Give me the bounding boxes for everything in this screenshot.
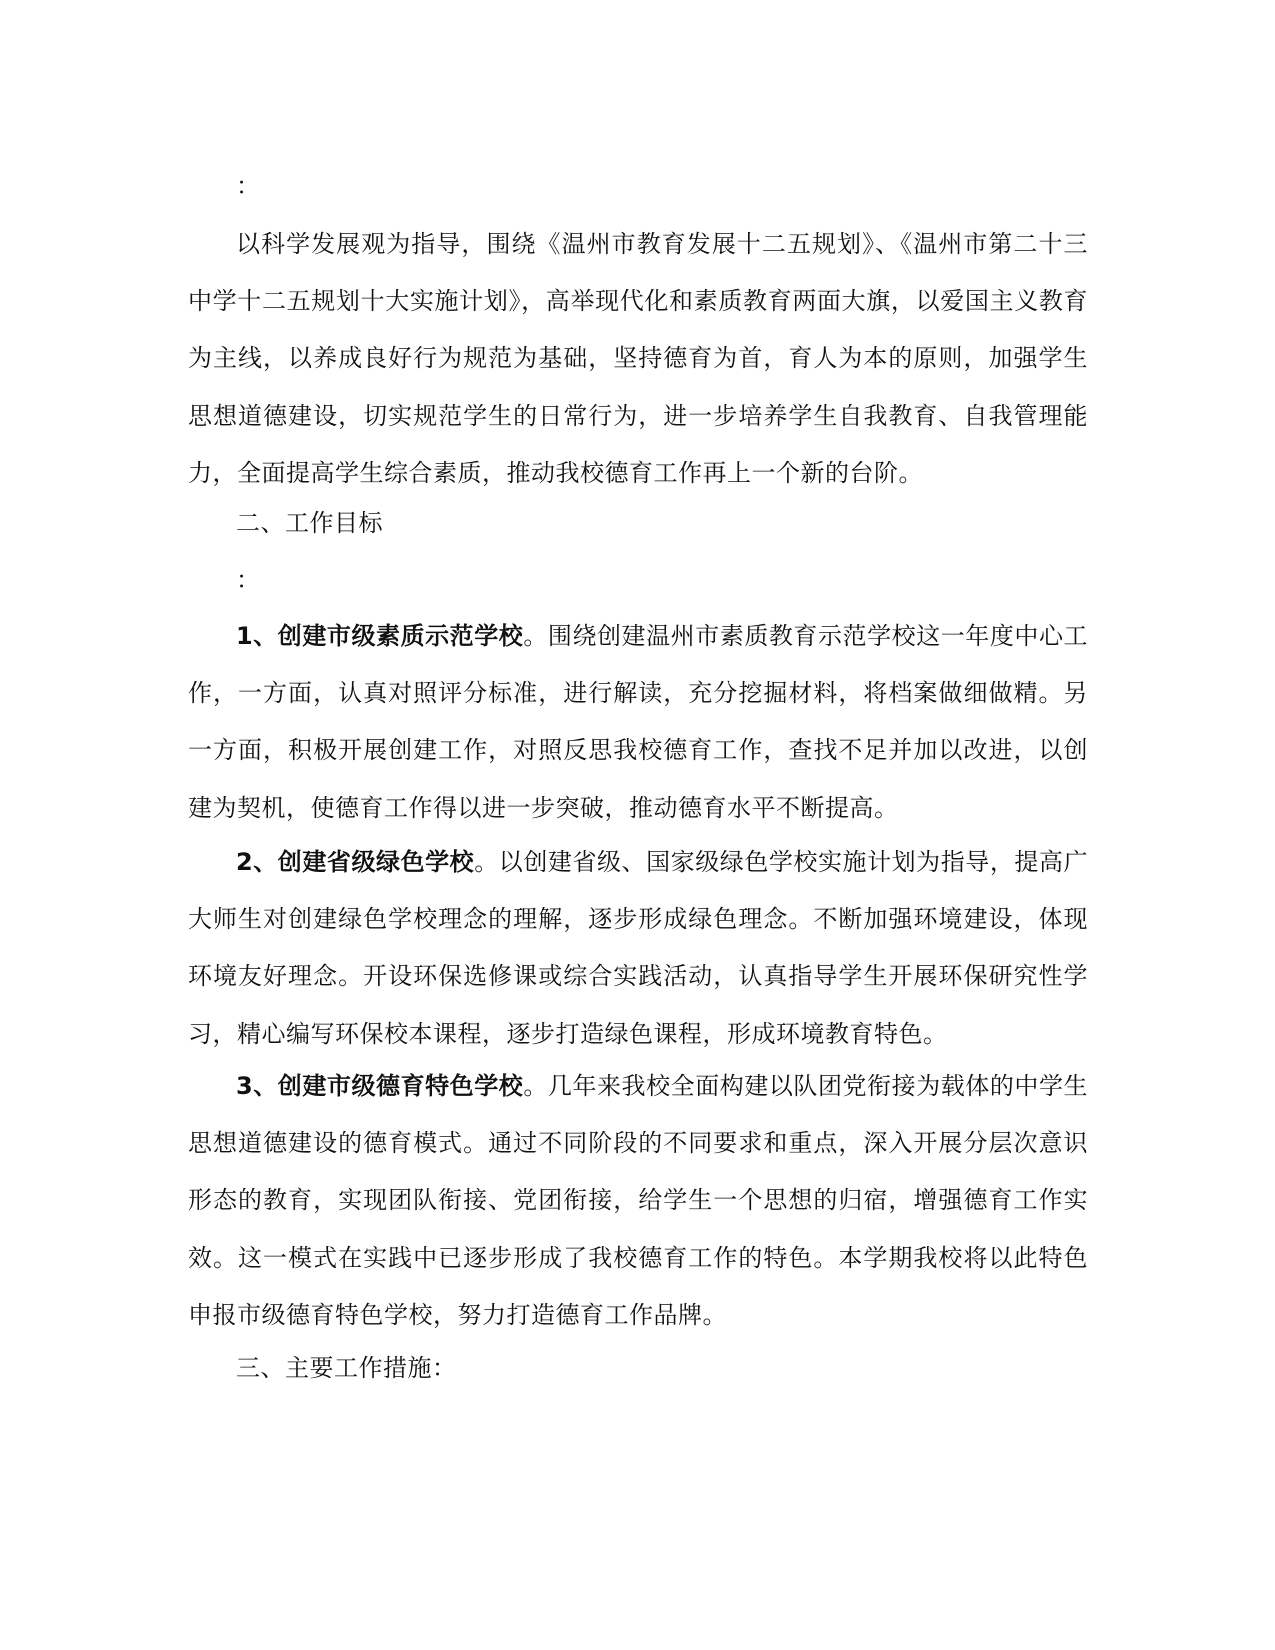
section-2-heading: 二、工作目标: [236, 509, 383, 537]
section-3-heading: 三、主要工作措施：: [236, 1354, 457, 1382]
intro-paragraph: 以科学发展观为指导，围绕《温州市教育发展十二五规划》、《温州市第二十三中学十二五规划十大实施计划》，高举现代化和素质教育两面大旗，以爱国主义教育为主线，以养成良好行为规范为基础，坚持德育为首，育人为本的原则，加强学生思想道德建设，切实规范学生的日常行为，进一步培养学生自我教育、自我管理能力，全面提高学生综合素质，推动我校德育工作再上一个新的台阶。: [188, 230, 1088, 487]
colon-line-2: [188, 552, 1088, 609]
goal-3-paragraph: [188, 1058, 1088, 1344]
colon-text-1: ：: [236, 172, 261, 200]
goal-2-paragraph: [188, 834, 1088, 1063]
goal-1-title: 1、创建市级素质示范学校: [236, 622, 524, 650]
goal-3-body: 。几年来我校全面构建以队团党衔接为载体的中学生思想道德建设的德育模式。通过不同阶段的不同要求和重点，深入开展分层次意识形态的教育，实现团队衔接、党团衔接，给学生一个思想的归宿，增强德育工作实效。这一模式在实践中已逐步形成了我校德育工作的特色。本学期我校将以此特色申报市级德育特色学校，努力打造德育工作品牌。: [188, 1072, 1089, 1329]
goal-3-title: 3、创建市级德育特色学校: [236, 1072, 524, 1100]
colon-text-2: ：: [236, 566, 261, 594]
colon-line-1: [188, 158, 1088, 215]
goal-2-body: 。以创建省级、国家级绿色学校实施计划为指导，提高广大师生对创建绿色学校理念的理解，逐步形成绿色理念。不断加强环境建设，体现环境友好理念。开设环保选修课或综合实践活动，认真指导学生开展环保研究性学习，精心编写环保校本课程，逐步打造绿色课程，形成环境教育特色。: [188, 848, 1089, 1048]
goal-1-paragraph: [188, 608, 1088, 837]
goal-1-body: 。围绕创建温州市素质教育示范学校这一年度中心工作，一方面，认真对照评分标准，进行解读，充分挖掘材料，将档案做细做精。另一方面，积极开展创建工作，对照反思我校德育工作，查找不足并加以改进，以创建为契机，使德育工作得以进一步突破，推动德育水平不断提高。: [188, 622, 1089, 822]
goal-2-title: 2、创建省级绿色学校: [236, 848, 475, 876]
